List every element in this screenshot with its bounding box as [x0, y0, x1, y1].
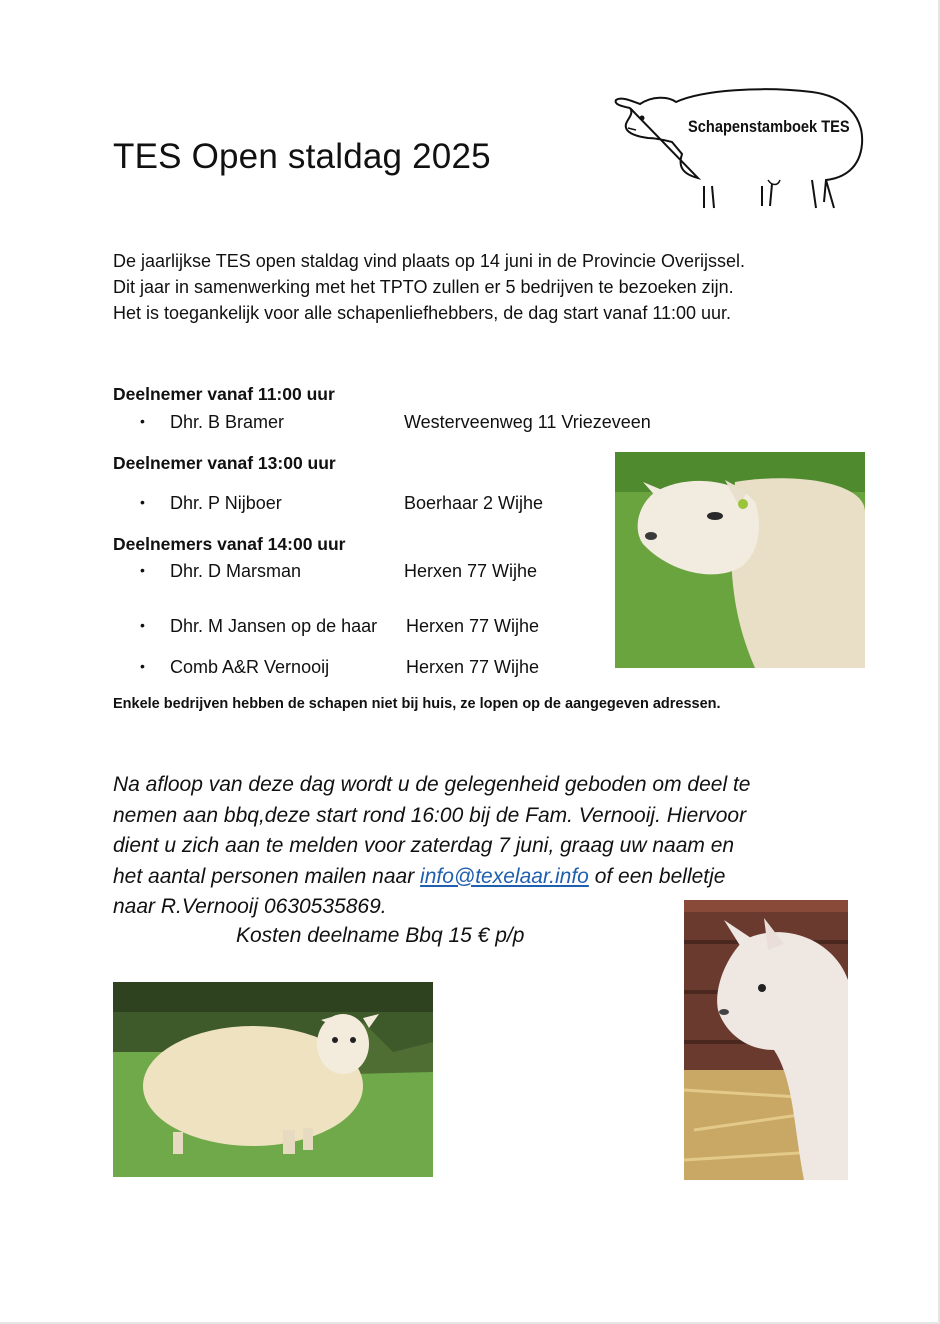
sheep-logo-icon — [612, 82, 872, 214]
bbq-line: nemen aan bbq,deze start rond 16:00 bij de Fam. Vernooij. Hiervoor — [113, 803, 747, 827]
intro-line: Het is toegankelijk voor alle schapenliefhebbers, de dag start vanaf 11:00 uur. — [113, 303, 732, 323]
intro-line: Dit jaar in samenwerking met het TPTO zullen er 5 bedrijven te bezoeken zijn. — [113, 277, 734, 297]
participant-entry — [140, 493, 544, 514]
group-title-1100: Deelnemer vanaf 11:00 uur — [113, 384, 335, 404]
intro-paragraph — [113, 248, 833, 326]
sheep-head-photo — [615, 452, 865, 668]
page-title: TES Open staldag 2025 — [113, 137, 491, 176]
participant-entry — [140, 616, 540, 637]
participant-address: Herxen 77 Wijhe — [404, 561, 538, 581]
lamb-photo — [684, 900, 848, 1180]
participant-name: Dhr. D Marsman — [170, 561, 302, 581]
bullet-icon: • — [140, 413, 145, 429]
participant-entry — [140, 657, 540, 678]
participant-entry — [140, 561, 538, 582]
bullet-icon: • — [140, 562, 145, 578]
bbq-line: Na afloop van deze dag wordt u de gelegenheid geboden om deel te — [113, 773, 751, 796]
participant-address: Westerveenweg 11 Vriezeveen — [404, 412, 651, 432]
note-text: Enkele bedrijven hebben de schapen niet bij huis, ze lopen op de aangegeven adressen. — [113, 696, 721, 712]
participant-name: Comb A&R Vernooij — [170, 657, 330, 677]
bbq-line: dient u zich aan te melden voor zaterdag 7 juni, graag uw naam en — [113, 834, 735, 857]
sheep-standing-photo — [113, 982, 433, 1177]
group-title-1400: Deelnemers vanaf 14:00 uur — [113, 534, 346, 554]
bbq-line — [113, 862, 833, 893]
bullet-icon: • — [140, 494, 145, 510]
bbq-line: naar R.Vernooij 0630535869. — [113, 895, 387, 918]
bullet-icon: • — [140, 617, 145, 633]
participant-name: Dhr. M Jansen op de haar — [170, 616, 378, 636]
bbq-cost: Kosten deelname Bbq 15 € p/p — [236, 924, 525, 947]
intro-line: De jaarlijkse TES open staldag vind plaats op 14 juni in de Provincie Overijssel. — [113, 251, 746, 271]
logo-text: Schapenstamboek TES — [688, 117, 850, 136]
participant-entry — [140, 412, 651, 433]
group-title-1300: Deelnemer vanaf 13:00 uur — [113, 453, 336, 473]
email-link[interactable]: info@texelaar.info — [420, 864, 589, 888]
participant-address: Boerhaar 2 Wijhe — [404, 493, 544, 513]
participant-name: Dhr. B Bramer — [170, 412, 285, 432]
participant-address: Herxen 77 Wijhe — [406, 616, 540, 636]
bbq-line-text: het aantal personen mailen naar — [113, 864, 421, 888]
participant-address: Herxen 77 Wijhe — [406, 657, 540, 677]
bullet-icon: • — [140, 658, 145, 674]
participant-name: Dhr. P Nijboer — [170, 493, 282, 513]
bbq-line-text: of een belletje — [588, 864, 726, 888]
